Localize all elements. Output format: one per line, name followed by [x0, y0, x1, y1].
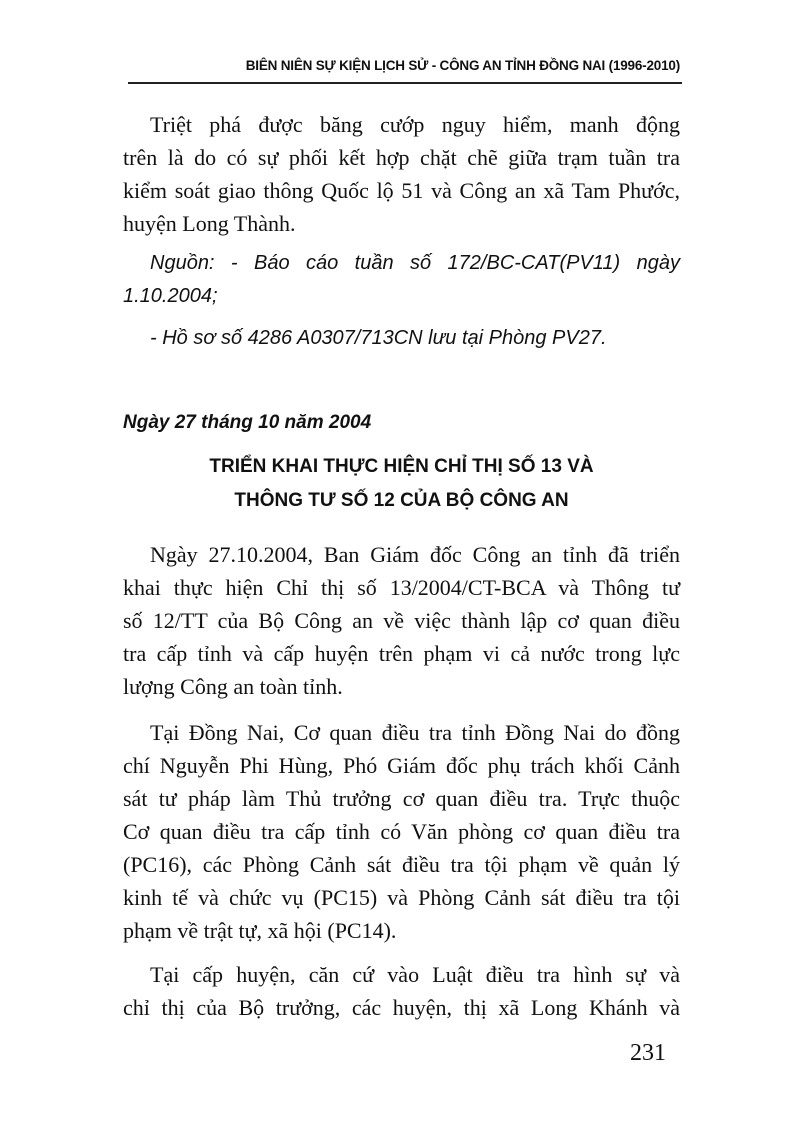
source-line: - Hồ sơ số 4286 A0307/713CN lưu tại Phòng PV27. [150, 327, 607, 349]
text-line: (PC16), các Phòng Cảnh sát điều tra tội phạm về quản lý [123, 852, 680, 877]
source-line: 1.10.2004; [123, 285, 218, 307]
text-line: trên là do có sự phối kết hợp chặt chẽ giữa trạm tuần tra [123, 145, 680, 170]
running-header: BIÊN NIÊN SỰ KIỆN LỊCH SỬ - CÔNG AN TỈNH ĐỒNG NAI (1996-2010) [245, 58, 680, 73]
text-line: huyện Long Thành. [123, 211, 296, 236]
text-line: tra cấp tỉnh và cấp huyện trên phạm vi cả nước trong lực [123, 641, 680, 666]
text-line: Cơ quan điều tra cấp tỉnh có Văn phòng cơ quan điều tra [123, 819, 680, 844]
entry-date: Ngày 27 tháng 10 năm 2004 [123, 412, 372, 433]
header-rule [128, 82, 682, 84]
text-line: Tại Đồng Nai, Cơ quan điều tra tỉnh Đồng Nai do đồng [150, 720, 680, 745]
text-line: sát tư pháp làm Thủ trưởng cơ quan điều tra. Trực thuộc [123, 786, 680, 811]
entry-title: TRIỂN KHAI THỰC HIỆN CHỈ THỊ SỐ 13 VÀ [209, 456, 594, 477]
text-line: lượng Công an toàn tỉnh. [123, 674, 343, 699]
text-line: số 12/TT của Bộ Công an về việc thành lập cơ quan điều [123, 608, 680, 633]
text-line: khai thực hiện Chỉ thị số 13/2004/CT-BCA và Thông tư [123, 575, 680, 600]
text-line: chí Nguyễn Phi Hùng, Phó Giám đốc phụ trách khối Cảnh [123, 753, 680, 778]
text-line: kinh tế và chức vụ (PC15) và Phòng Cảnh sát điều tra tội [123, 885, 680, 910]
text-line: phạm về trật tự, xã hội (PC14). [123, 918, 397, 943]
text-line: Triệt phá được băng cướp nguy hiểm, manh động [150, 112, 680, 137]
text-line: chỉ thị của Bộ trưởng, các huyện, thị xã Long Khánh và [123, 995, 680, 1020]
text-line: kiểm soát giao thông Quốc lộ 51 và Công an xã Tam Phước, [123, 178, 680, 203]
entry-title: THÔNG TƯ SỐ 12 CỦA BỘ CÔNG AN [234, 490, 569, 511]
source-line: Nguồn: - Báo cáo tuần số 172/BC-CAT(PV11) ngày [150, 252, 680, 274]
text-line: Ngày 27.10.2004, Ban Giám đốc Công an tỉnh đã triển [150, 542, 680, 567]
text-line: Tại cấp huyện, căn cứ vào Luật điều tra hình sự và [150, 962, 680, 987]
page-number: 231 [630, 1040, 666, 1066]
